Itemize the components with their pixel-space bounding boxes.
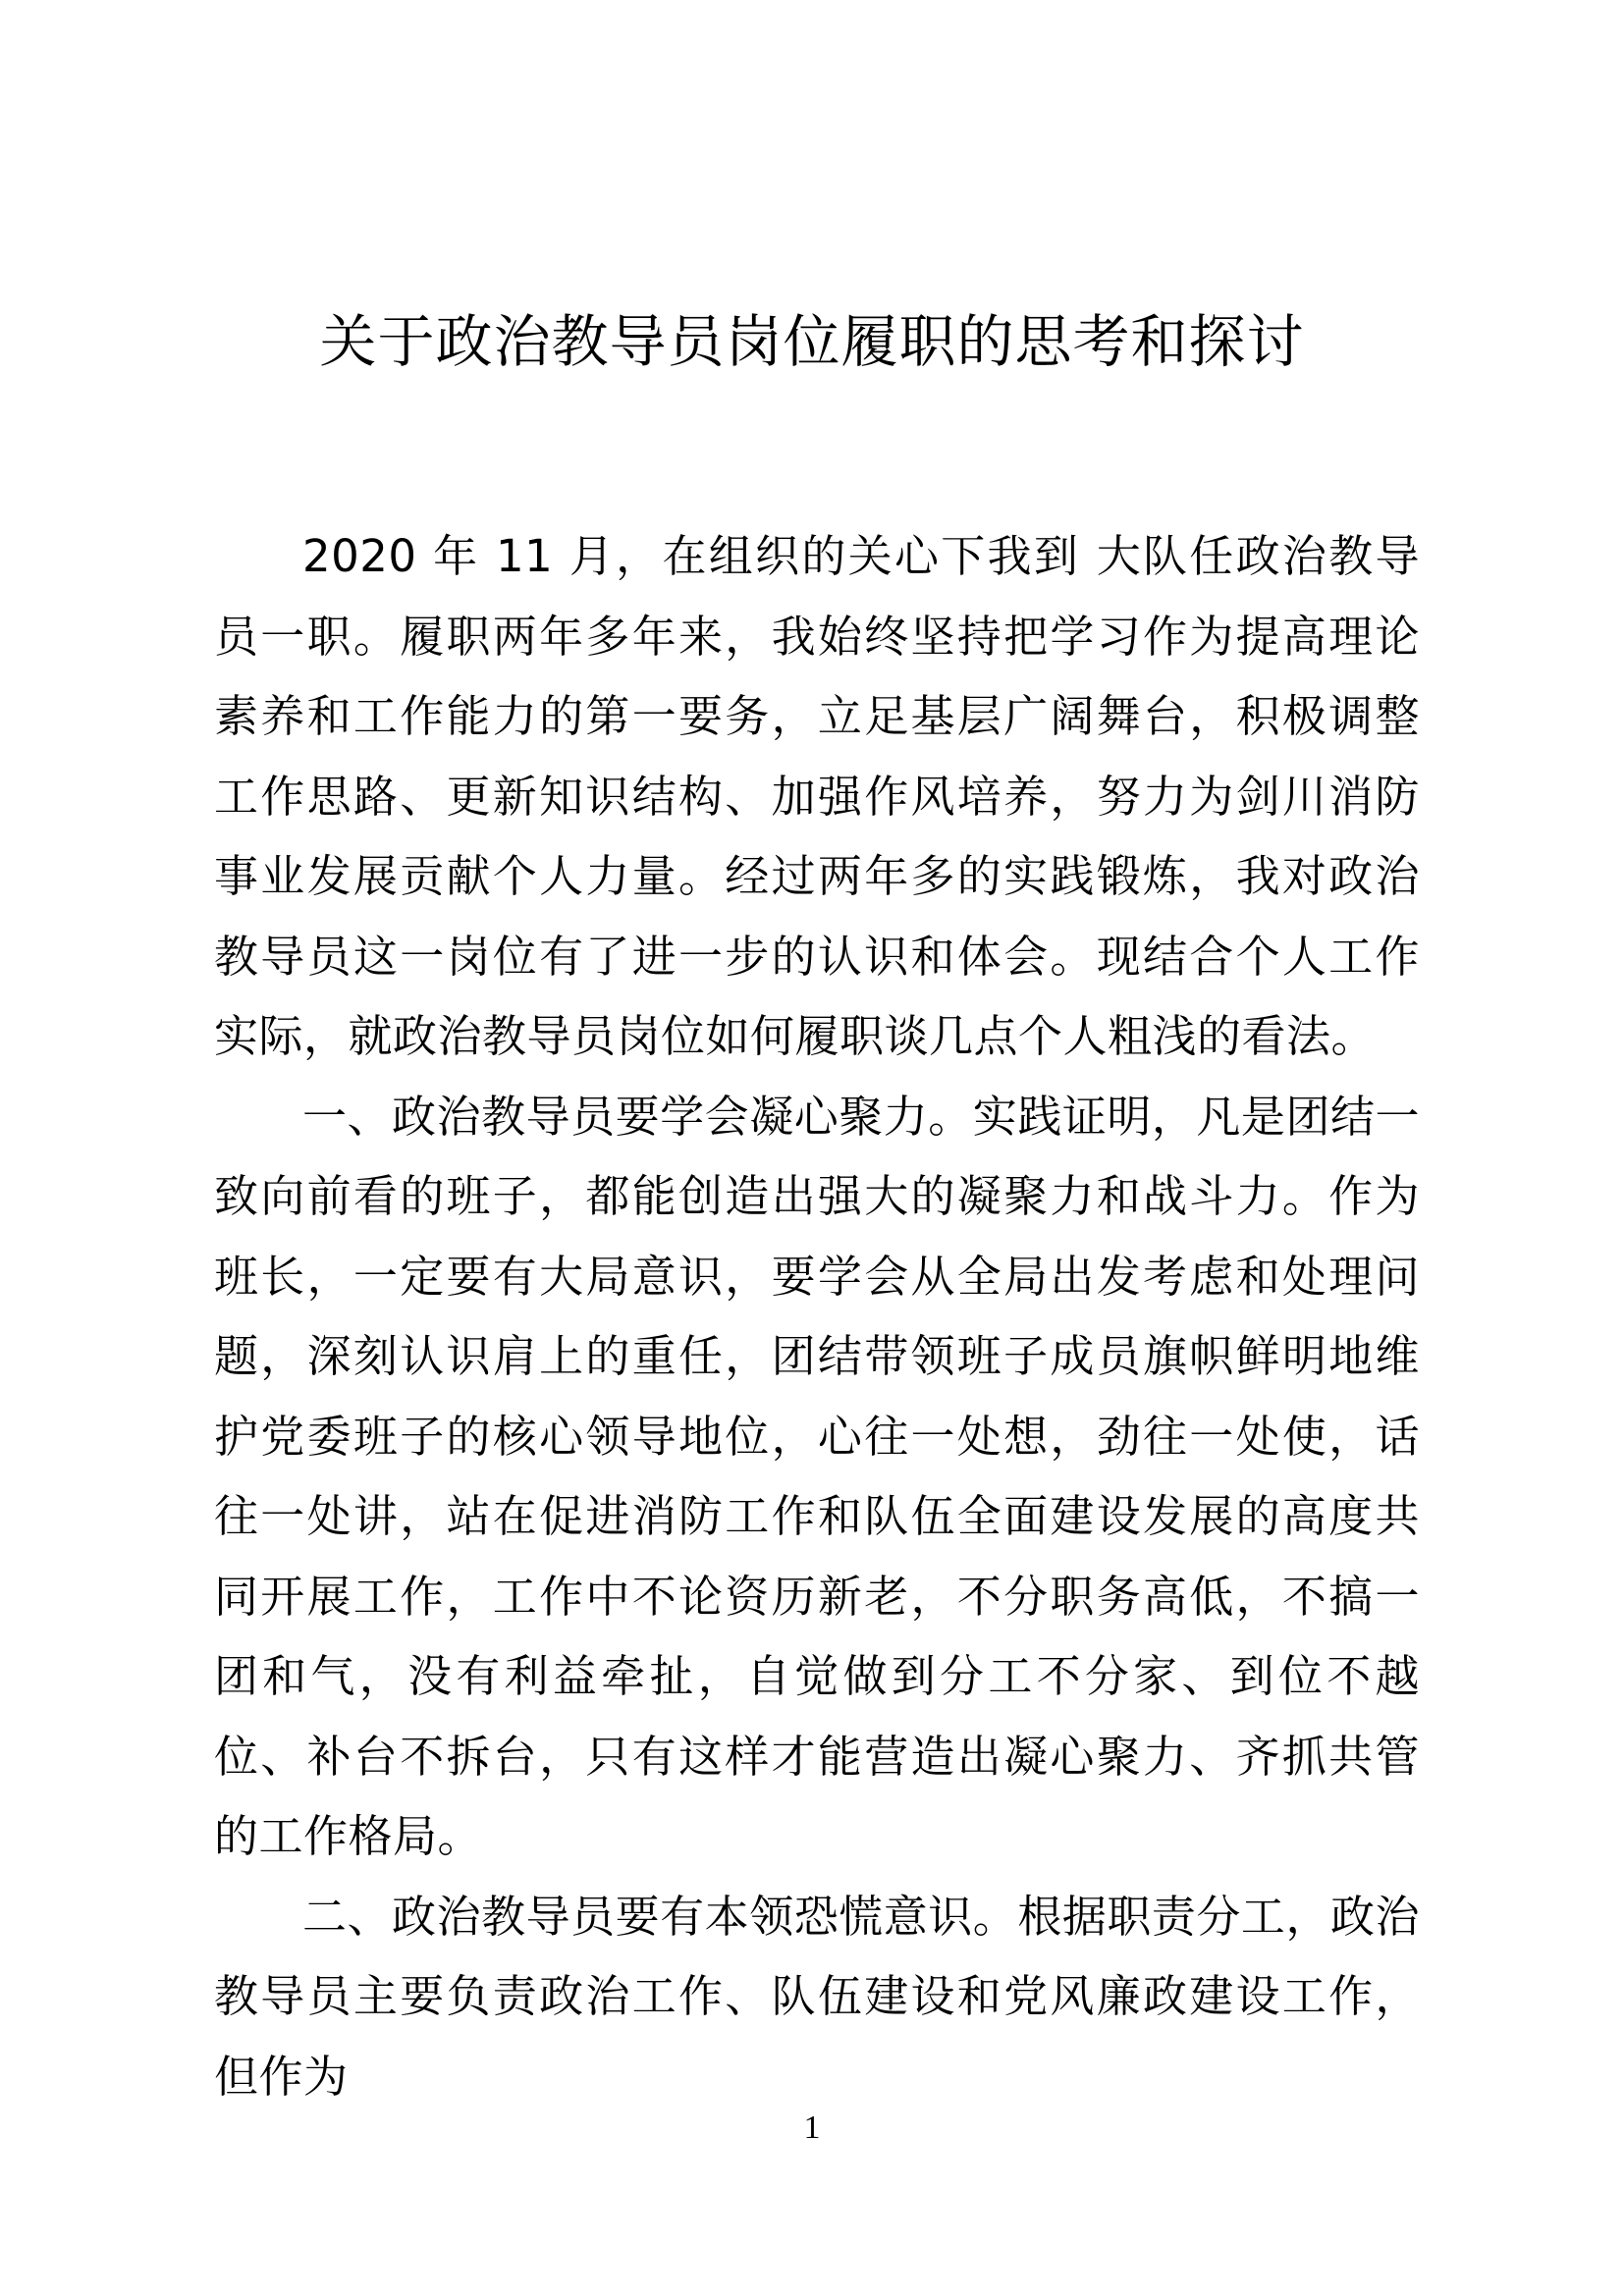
document-body: [214, 516, 1420, 2116]
paragraph-section-two: 二、政治教导员要有本领恐慌意识。根据职责分工，政治教导员主要负责政治工作、队伍建设和党风廉政建设工作，但作为: [214, 1890, 1420, 2103]
paragraph-section-one: 一、政治教导员要学会凝心聚力。实践证明，凡是团结一致向前看的班子，都能创造出强大的凝聚力和战斗力。作为班长，一定要有大局意识，要学会从全局出发考虑和处理问题，深刻认识肩上的重任，团结带领班子成员旗帜鲜明地维护党委班子的核心领导地位，心往一处想，劲往一处使，话往一处讲，站在促进消防工作和队伍全面建设发展的高度共同开展工作，工作中不论资历新老，不分职务高低，不搞一团和气，没有利益牵扯，自觉做到分工不分家、到位不越位、补台不拆台，只有这样才能营造出凝心聚力、齐抓共管的工作格局。: [214, 1090, 1420, 1862]
document-title: 关于政治教导员岗位履职的思考和探讨: [319, 308, 1305, 375]
paragraph-intro: 2020 年 11 月，在组织的关心下我到 大队任政治教导员一职。履职两年多年来，我始终坚持把学习作为提高理论素养和工作能力的第一要务，立足基层广阔舞台，积极调整工作思路、更新知识结构、加强作风培养，努力为剑川消防事业发展贡献个人力量。经过两年多的实践锻炼，我对政治教导员这一岗位有了进一步的认识和体会。现结合个人工作实际，就政治教导员岗位如何履职谈几点个人粗浅的看法。: [214, 530, 1420, 1062]
page-number: 1: [803, 2109, 821, 2146]
